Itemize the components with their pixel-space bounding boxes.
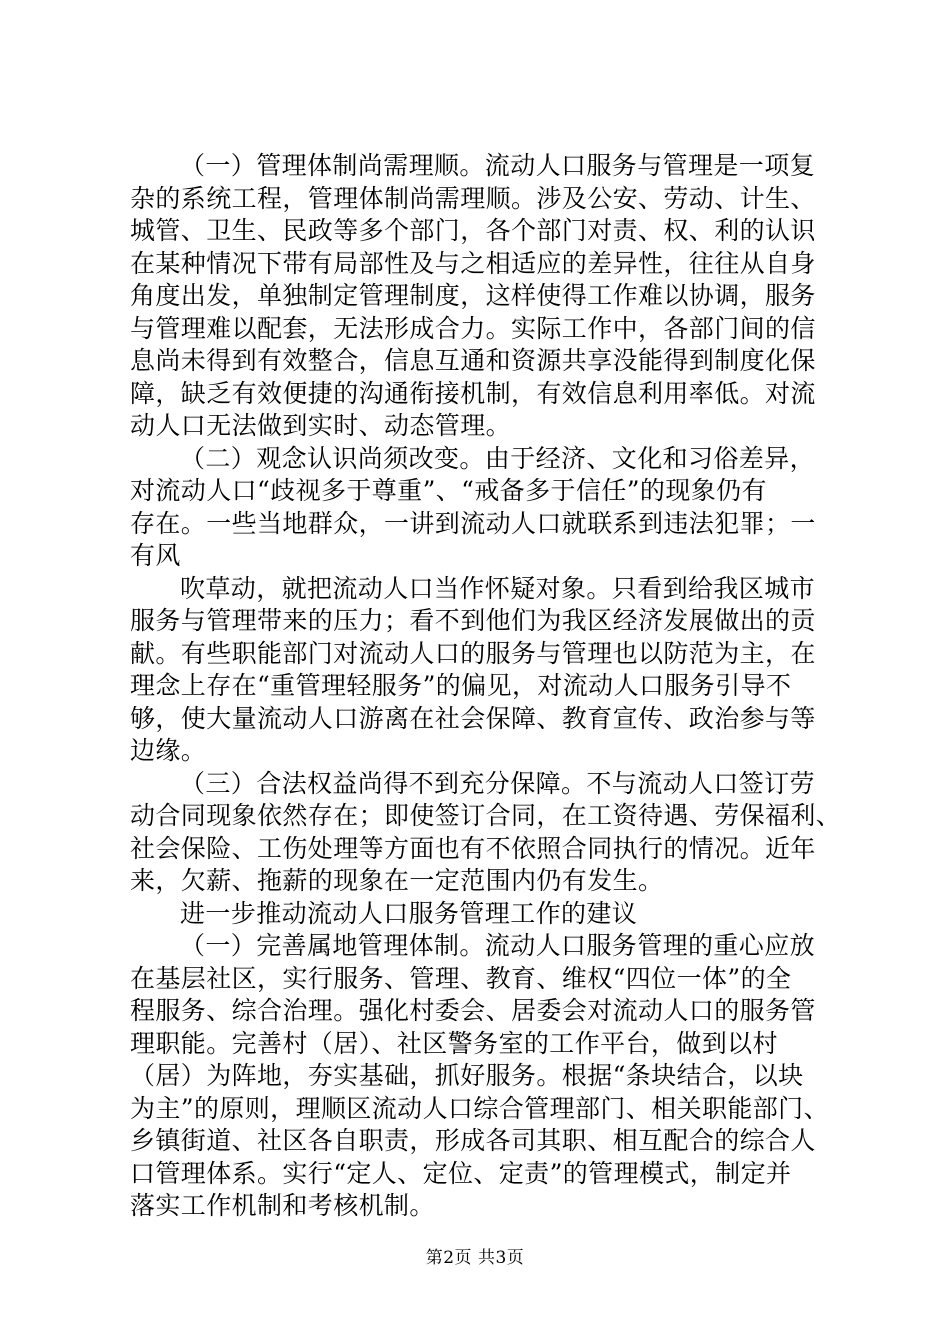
text-line: 杂的系统工程，管理体制尚需理顺。涉及公安、劳动、计生、 [130, 183, 816, 213]
text-line: 献。有些职能部门对流动人口的服务与管理也以防范为主，在 [130, 638, 816, 668]
text-line: 在基层社区，实行服务、管理、教育、维权“四位一体”的全 [130, 963, 792, 993]
text-line: 城管、卫生、民政等多个部门，各个部门对责、权、利的认识 [130, 216, 816, 245]
text-line: （二）观念认识尚须改变。由于经济、文化和习俗差异， [180, 443, 816, 473]
text-line: 动合同现象依然存在；即使签订合同，在工资待遇、劳保福利、 [130, 801, 842, 830]
text-line: 理念上存在“重管理轻服务”的偏见，对流动人口服务引导不 [130, 671, 792, 700]
text-line: 动人口无法做到实时、动态管理。 [130, 411, 512, 440]
text-line: 对流动人口“歧视多于尊重”、“戒备多于信任”的现象仍有 [130, 476, 767, 505]
text-line: 落实工作机制和考核机制。 [130, 1191, 435, 1220]
text-line: 来，欠薪、拖薪的现象在一定范围内仍有发生。 [130, 866, 664, 895]
text-line: 口管理体系。实行“定人、定位、定责”的管理模式，制定并 [130, 1158, 792, 1188]
text-line: 社会保险、工伤处理等方面也有不依照合同执行的情况。近年 [130, 833, 816, 863]
text-line: 服务与管理带来的压力；看不到他们为我区经济发展做出的贡 [130, 606, 816, 635]
text-line: 有风 [130, 541, 181, 570]
text-line: 乡镇街道、社区各自职责，形成各司其职、相互配合的综合人 [130, 1126, 816, 1155]
text-line: （三）合法权益尚得不到充分保障。不与流动人口签订劳 [180, 768, 816, 798]
text-line: （居）为阵地，夯实基础，抓好服务。根据“条块结合，以块 [130, 1061, 804, 1090]
text-line: 障，缺乏有效便捷的沟通衔接机制，有效信息利用率低。对流 [130, 378, 816, 408]
text-line: 够，使大量流动人口游离在社会保障、教育宣传、政治参与等 [130, 703, 816, 733]
text-line: 进一步推动流动人口服务管理工作的建议 [180, 898, 638, 928]
document-body [130, 150, 842, 1223]
text-line: 角度出发，单独制定管理制度，这样使得工作难以协调，服务 [130, 281, 816, 310]
text-line: 理职能。完善村（居）、社区警务室的工作平台，做到以村 [130, 1028, 778, 1058]
text-line: 为主”的原则，理顺区流动人口综合管理部门、相关职能部门、 [130, 1093, 829, 1123]
text-line: 在某种情况下带有局部性及与之相适应的差异性，往往从自身 [130, 248, 816, 278]
text-line: 边缘。 [130, 736, 207, 765]
text-line: （一）完善属地管理体制。流动人口服务管理的重心应放 [180, 931, 816, 960]
text-line: （一）管理体制尚需理顺。流动人口服务与管理是一项复 [180, 151, 816, 180]
text-line: 与管理难以配套，无法形成合力。实际工作中，各部门间的信 [130, 313, 816, 343]
text-line: 吹草动，就把流动人口当作怀疑对象。只看到给我区城市 [180, 573, 816, 603]
text-line: 息尚未得到有效整合，信息互通和资源共享没能得到制度化保 [130, 346, 816, 375]
text-line: 程服务、综合治理。强化村委会、居委会对流动人口的服务管 [130, 996, 816, 1025]
page-footer: 第2页 共3页 [425, 1248, 525, 1268]
text-line: 存在。一些当地群众，一讲到流动人口就联系到违法犯罪；一 [130, 508, 816, 538]
